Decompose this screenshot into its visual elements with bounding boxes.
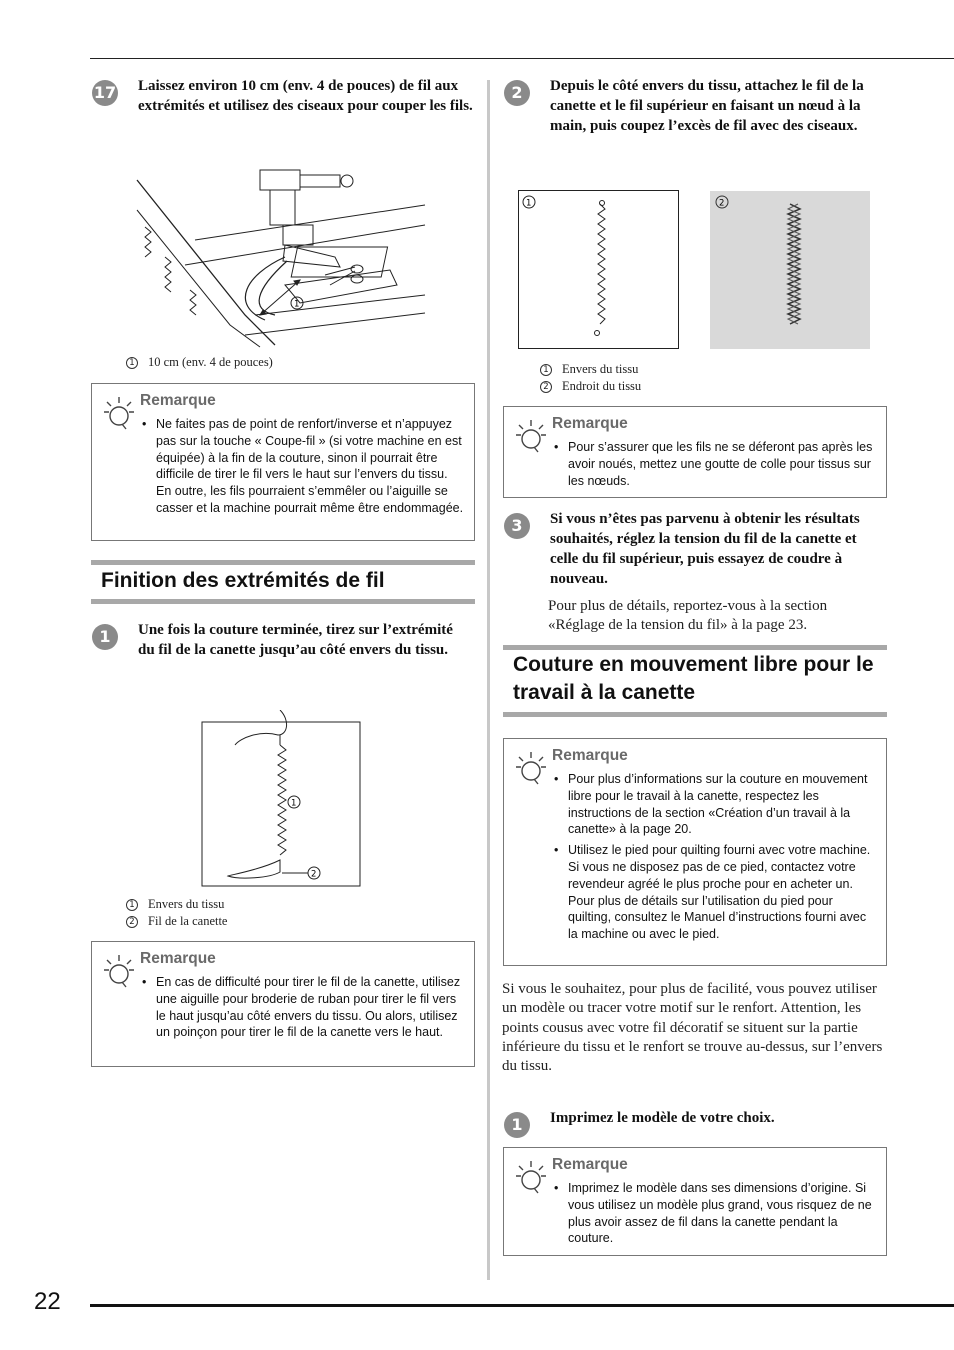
step-1-print [504,1112,887,1140]
step-17 [92,80,475,142]
caption-text: Envers du tissu [148,897,225,911]
section-title-line-2: travail à la canette [513,681,696,704]
caption-row [126,913,227,930]
heading-bar-bottom [91,599,475,604]
note-item: • Utilisez le pied pour quilting fourni avec votre machine. Si vous ne disposez pas de ce pied, contactez votre revendeur agréé le plus proche pour en acheter un. Pour plus de détails sur l’utilisation du pied pour quilting, consultez le Manuel d’instructions fourni avec la machine ou avec le pied. [552,842,878,943]
figure-captions [126,896,227,930]
note-item: • Pour plus d’informations sur la couture en mouvement libre pour le travail à la canette, respectez les instructions de la section «Création d’un travail à la canette» à la page 20. [552,771,878,838]
heading-bar-bottom [503,712,887,717]
body-paragraph: Si vous le souhaitez, pour plus de facilité, vous pouvez utiliser un modèle ou tracer votre motif sur le renfort. Attention, les points cousus avec votre fil décoratif se situent sur la partie inférieure du tissu et le renfort se trouve au-dessus, sur l’envers du tissu. [502,981,883,1075]
callout-number: 1 [126,357,138,369]
bobbin-thread-illustration [200,710,365,890]
presser-foot-illustration [135,165,430,350]
note-box [503,738,887,966]
note-title: Remarque [140,392,216,409]
section-heading [91,560,475,604]
column-divider [487,80,490,1280]
section-heading [503,645,887,717]
step-instruction: Une fois la couture terminée, tirez sur l’extrémité du fil de la canette jusqu’au côté envers du tissu. [138,622,453,658]
caption-row [126,896,227,913]
lightbulb-icon [514,1158,550,1194]
step-1 [92,624,475,684]
lightbulb-icon [514,417,550,453]
callout-number: 2 [126,916,138,928]
callout-number: 1 [126,899,138,911]
step-instruction: Laissez environ 10 cm (env. 4 de pouces) de fil aux extrémités et utilisez des ciseaux pour couper les fils. [138,78,473,114]
note-title: Remarque [552,415,628,432]
callout-1: 1 [526,198,532,209]
note-title: Remarque [552,747,628,764]
note-list [140,416,466,521]
note-box [91,383,475,541]
step-number-badge: 3 [504,513,530,539]
lightbulb-icon [102,394,138,430]
stitch-comparison-illustration [518,190,873,352]
callout-2: 2 [719,198,725,209]
callout-1: 1 [294,299,300,310]
step-2 [504,80,887,162]
note-item: • Ne faites pas de point de renfort/inverse et n’appuyez pas sur la touche « Coupe-fil » (si votre machine en est équipée) à la fin de la couture, sinon il pourrait être difficile de tirer le fil vers le haut sur l’envers du tissu. En outre, les fils pourraient s’emmêler ou l’aiguille se casser et la machine pourrait même être endommagée. [140,416,466,517]
note-box [503,1147,887,1256]
caption-row [540,378,641,395]
caption-text: 10 cm (env. 4 de pouces) [148,355,273,369]
heading-bar-top [503,645,887,650]
lightbulb-icon [102,952,138,988]
note-item: • Imprimez le modèle dans ses dimensions d’origine. Si vous utilisez un modèle plus grand, vous risquez de ne plus avoir assez de fil dans la canette pendant la couture. [552,1180,878,1247]
note-box [91,941,475,1067]
callout-number: 1 [540,364,552,376]
step-number-badge: 2 [504,80,530,106]
caption-text: Endroit du tissu [562,379,642,393]
step-3 [504,513,887,595]
note-list [552,771,878,947]
heading-bar-top [91,560,475,565]
step-number-badge: 17 [92,80,118,106]
step-number-badge: 1 [504,1112,530,1138]
note-item: • Pour s’assurer que les fils ne se déferont pas après les avoir noués, mettez une goutte de colle pour tissus sur les nœuds. [552,439,878,489]
note-list [552,1180,878,1251]
top-rule [90,58,954,59]
step-number-badge: 1 [92,624,118,650]
note-title: Remarque [552,1156,628,1173]
step-instruction: Depuis le côté envers du tissu, attachez le fil de la canette et le fil supérieur en faisant un nœud à la main, puis coupez l’excès de fil avec des ciseaux. [550,78,864,134]
note-box [503,406,887,498]
caption-text: Fil de la canette [148,914,228,928]
note-item: • En cas de difficulté pour tirer le fil de la canette, utilisez une aiguille pour broderie de ruban pour tirer le fil vers le haut jusqu’au côté envers du tissu. Ou alors, utilisez un poinçon pour tirer le fil de la canette vers le haut. [140,974,466,1041]
section-title: Finition des extrémités de fil [101,569,385,592]
section-title-line-1: Couture en mouvement libre pour le [513,653,874,676]
bottom-rule [90,1304,954,1307]
callout-number: 2 [540,381,552,393]
note-list [552,439,878,493]
figure-caption [126,355,273,370]
lightbulb-icon [514,749,550,785]
step-instruction: Si vous n’êtes pas parvenu à obtenir les résultats souhaités, réglez la tension du fil de la canette et celle du fil supérieur, puis essayez de coudre à nouveau. [550,511,860,587]
note-title: Remarque [140,950,216,967]
step-detail: Pour plus de détails, reportez-vous à la section «Réglage de la tension du fil» à la page 23. [548,598,828,633]
step-instruction: Imprimez le modèle de votre choix. [550,1110,775,1126]
figure-captions [540,361,641,395]
page-number: 22 [34,1288,61,1315]
callout-2: 2 [311,869,317,880]
note-list [140,974,466,1045]
caption-text: Envers du tissu [562,362,639,376]
callout-1: 1 [291,798,297,809]
caption-row [540,361,641,378]
